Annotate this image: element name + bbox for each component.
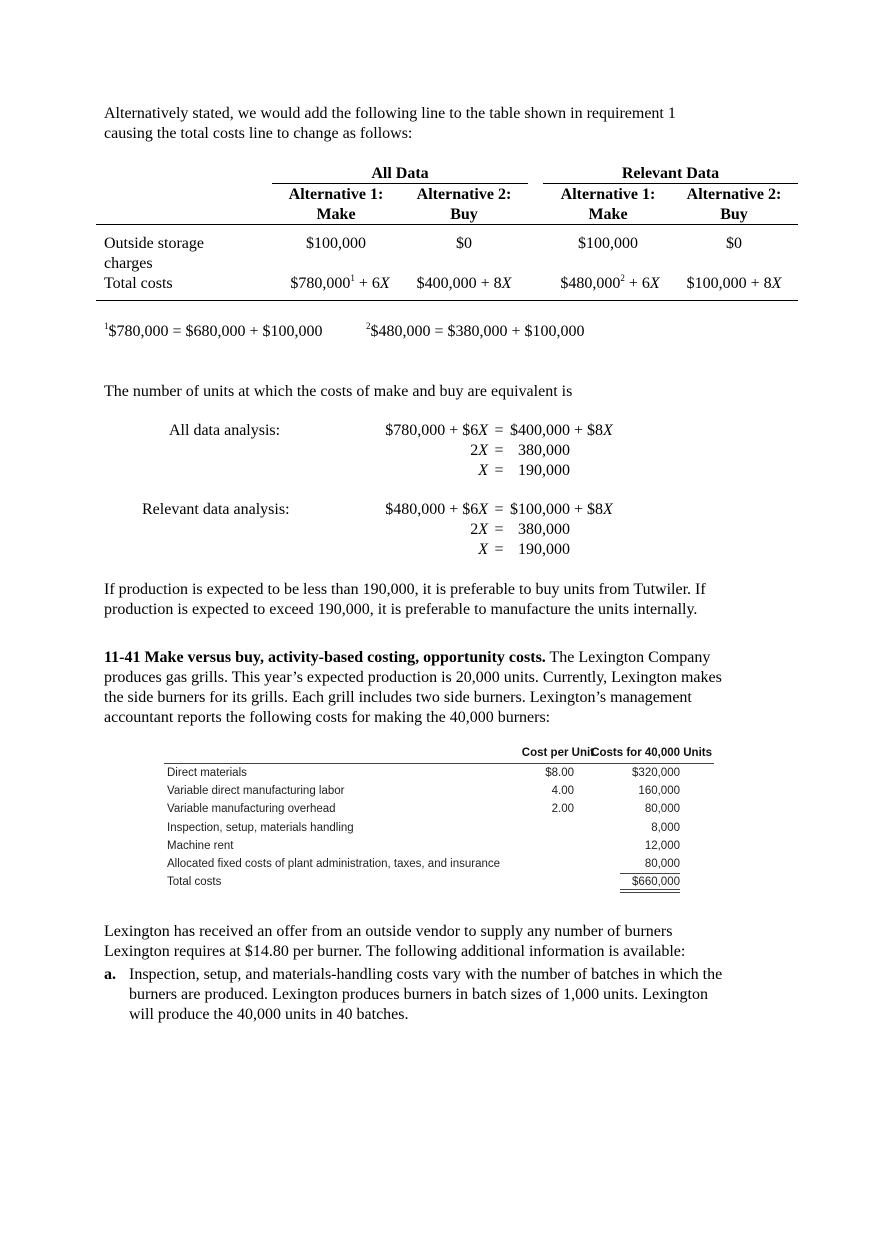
group-underline-relevant xyxy=(543,183,798,184)
row-label-total-costs: Total costs xyxy=(104,275,173,292)
rel-eq2-sign: = xyxy=(494,521,504,538)
cost-row-unit: $8.00 xyxy=(545,767,574,779)
rel-eq3-lhs: X xyxy=(478,541,488,558)
footnote-2: $^2$\$480,000 = $380,000 + $100,000 xyxy=(366,320,585,340)
item-a-text: Inspection, setup, and materials-handling costs vary with the number of batches in which the burners are produced. Lexington produces burners in batch sizes of 1,000 units. Lexington will produce the 40,000 units in 40 batches. xyxy=(129,966,723,1023)
intro-line-1: Alternatively stated, we would add the following line to the table shown in requirement 1 xyxy=(104,105,676,122)
cell-storage-rel-buy: $0 xyxy=(726,235,742,252)
cost-row-label: Variable manufacturing overhead xyxy=(167,803,336,816)
rel-eq2-rhs: 380,000 xyxy=(518,521,570,538)
conclusion-line-1: If production is expected to be less than 190,000, it is preferable to buy units from Tutwiler. If xyxy=(104,581,706,598)
cost-row-total: 80,000 xyxy=(644,858,680,870)
cell-storage-rel-make: $100,000 xyxy=(578,235,638,252)
problem-line-4: accountant reports the following costs for making the 40,000 burners: xyxy=(104,709,551,726)
rel-eq3-rhs: 190,000 xyxy=(518,541,570,558)
conclusion-paragraph xyxy=(104,580,776,620)
col-header-all-buy: Alternative 2: Buy xyxy=(416,186,512,223)
cost-row-label: Variable direct manufacturing labor xyxy=(167,785,345,798)
offer-line-2: Lexington requires at $14.80 per burner. The following additional information is available: xyxy=(104,943,686,960)
cost-row-label: Direct materials xyxy=(167,767,247,779)
rel-eq3-sign: = xyxy=(494,541,504,558)
cost-row-total: 12,000 xyxy=(644,839,680,852)
cost-row-label: Total costs xyxy=(167,876,222,889)
cost-row-total: 160,000 xyxy=(638,785,680,798)
cell-total-rel-make: $\$480,000^2 + 6X$ xyxy=(560,272,660,292)
cost-row-label: Inspection, setup, materials handling xyxy=(167,821,354,834)
cell-storage-all-make: $100,000 xyxy=(306,235,366,252)
header-rule xyxy=(96,224,798,225)
cost-row-total: 80,000 xyxy=(644,803,680,816)
comparison-table xyxy=(0,0,880,320)
cost-row-label: Allocated fixed costs of plant administration, taxes, and insurance xyxy=(167,858,501,870)
row-label-outside-storage: Outside storage charges xyxy=(104,235,204,272)
all-eq2-lhs: 2X xyxy=(470,442,488,459)
all-eq3-lhs: X xyxy=(478,462,488,479)
offer-line-1: Lexington has received an offer from an outside vendor to supply any number of burners xyxy=(104,923,673,940)
cost-row-total: $660,000 xyxy=(632,876,680,889)
rel-eq1-lhs: $480,000 + $6X xyxy=(385,501,488,518)
all-data-label: All data analysis: xyxy=(169,422,281,439)
all-eq3-sign: = xyxy=(494,462,504,479)
rel-eq1-sign: = xyxy=(494,501,504,518)
cell-storage-all-buy: $0 xyxy=(456,235,472,252)
problem-line-3: the side burners for its grills. Each grill includes two side burners. Lexington’s management xyxy=(104,689,692,706)
conclusion-line-2: production is expected to exceed 190,000, it is preferable to manufacture the units internally. xyxy=(104,601,698,618)
cost-col-header-total: Costs for 40,000 Units xyxy=(591,747,712,759)
problem-line-2: produces gas grills. This year’s expected production is 20,000 units. Currently, Lexington makes xyxy=(104,669,722,686)
group-header-all-data: All Data xyxy=(371,165,429,182)
group-underline-all xyxy=(272,183,528,184)
cell-total-all-make: $\$780,000^1 + 6X$ xyxy=(290,272,390,292)
cost-row-label: Machine rent xyxy=(167,839,234,852)
equivalence-intro: The number of units at which the costs of make and buy are equivalent is xyxy=(104,383,573,400)
rel-eq2-lhs: 2X xyxy=(470,521,488,538)
problem-title: 11-41 Make versus buy, activity-based costing, opportunity costs. xyxy=(104,649,546,666)
footnote-1: $^1$\$780,000 = $680,000 + $100,000 xyxy=(104,320,323,340)
all-eq2-sign: = xyxy=(494,442,504,459)
problem-11-41 xyxy=(104,648,776,728)
cost-row-unit: 4.00 xyxy=(551,785,574,798)
table-bottom-rule xyxy=(96,300,798,301)
cost-row-unit: 2.00 xyxy=(551,803,574,816)
item-a-marker: a. xyxy=(104,966,116,983)
cost-row-total: $320,000 xyxy=(632,767,680,779)
total-double-underline xyxy=(620,889,680,893)
all-eq2-rhs: 380,000 xyxy=(518,442,570,459)
all-eq1-sign: = xyxy=(494,422,504,439)
col-header-all-make: Alternative 1: Make xyxy=(288,186,384,223)
offer-paragraph xyxy=(104,922,776,962)
col-header-rel-buy: Alternative 2: Buy xyxy=(686,186,782,223)
problem-line-1: 11-41 Make versus buy, activity-based costing, opportunity costs. The Lexington Company xyxy=(104,649,711,666)
total-underline-1 xyxy=(620,873,680,874)
cell-total-rel-buy: $100,000 + 8X xyxy=(686,275,782,292)
all-eq3-rhs: 190,000 xyxy=(518,462,570,479)
all-eq1-rhs: $400,000 + $8X xyxy=(510,422,613,439)
relevant-data-label: Relevant data analysis: xyxy=(142,501,290,518)
col-header-rel-make: Alternative 1: Make xyxy=(560,186,656,223)
intro-line-2: causing the total costs line to change as follows: xyxy=(104,125,413,142)
all-eq1-lhs: $780,000 + $6X xyxy=(385,422,488,439)
cell-total-all-buy: $400,000 + 8X xyxy=(416,275,512,292)
group-header-relevant-data: Relevant Data xyxy=(621,165,720,182)
rel-eq1-rhs: $100,000 + $8X xyxy=(510,501,613,518)
cost-row-total: 8,000 xyxy=(651,821,680,834)
cost-col-header-unit: Cost per Unit xyxy=(521,747,594,759)
